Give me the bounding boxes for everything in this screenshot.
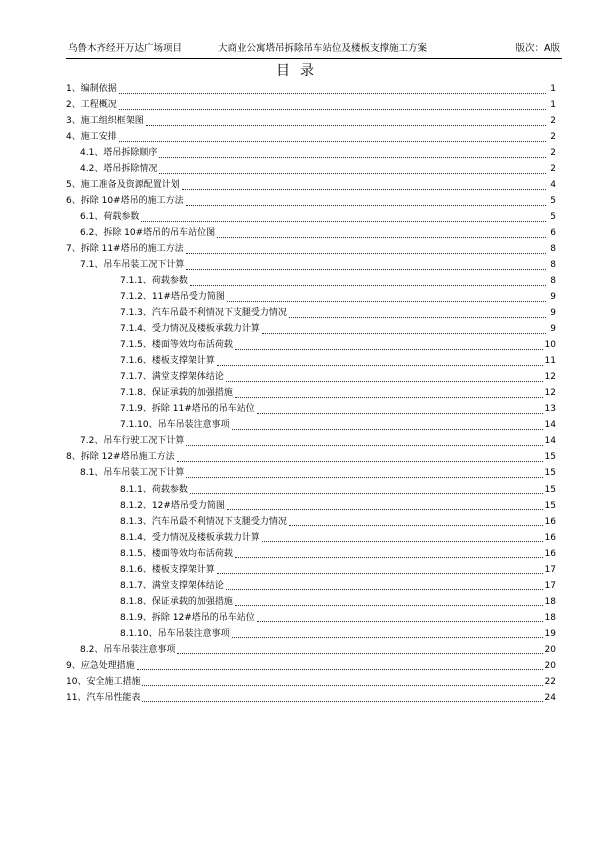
toc-entry-page-number: 15 <box>544 468 556 479</box>
toc-dot-leader <box>186 205 546 206</box>
toc-entry-page-number: 13 <box>544 404 556 415</box>
toc-entry-page-number: 2 <box>550 164 556 175</box>
toc-dot-leader <box>235 605 543 606</box>
toc-entry[interactable] <box>120 337 556 353</box>
toc-dot-leader <box>190 493 543 494</box>
toc-entry-label: 8.2、吊车吊装注意事项 <box>80 644 176 655</box>
toc-entry[interactable] <box>80 465 556 481</box>
toc-entry-label: 6.1、荷载参数 <box>80 212 140 223</box>
toc-dot-leader <box>142 685 542 686</box>
toc-entry[interactable] <box>120 546 556 562</box>
toc-dot-leader <box>177 653 542 654</box>
toc-entry-label: 9、应急处理措施 <box>66 660 135 671</box>
toc-entry-page-number: 1 <box>550 100 556 111</box>
toc-entry-page-number: 5 <box>550 196 556 207</box>
toc-entry-page-number: 15 <box>544 500 556 511</box>
toc-entry-page-number: 18 <box>544 612 556 623</box>
toc-entry-label: 7.1.10、吊车吊装注意事项 <box>120 420 230 431</box>
toc-entry-label: 7.1.6、楼板支撑架计算 <box>120 356 215 367</box>
toc-entry[interactable] <box>120 594 556 610</box>
toc-entry[interactable] <box>80 209 556 225</box>
toc-entry-label: 7.2、吊车行驶工况下计算 <box>80 436 185 447</box>
toc-entry-label: 7.1.8、保证承载的加强措施 <box>120 388 233 399</box>
toc-dot-leader <box>262 541 543 542</box>
toc-entry-page-number: 14 <box>544 420 556 431</box>
toc-dot-leader <box>257 621 543 622</box>
toc-entry[interactable] <box>66 241 556 257</box>
toc-entry-label: 8.1.8、保证承载的加强措施 <box>120 596 233 607</box>
toc-dot-leader <box>119 93 546 94</box>
toc-entry-page-number: 16 <box>544 532 556 543</box>
toc-dot-leader <box>217 573 543 574</box>
toc-entry-page-number: 2 <box>550 132 556 143</box>
toc-dot-leader <box>141 221 546 222</box>
toc-entry-page-number: 15 <box>544 484 556 495</box>
toc-entry[interactable] <box>80 145 556 161</box>
toc-entry-label: 1、编制依据 <box>66 84 117 94</box>
toc-entry-page-number: 11 <box>544 356 556 367</box>
toc-dot-leader <box>177 461 543 462</box>
toc-dot-leader <box>235 397 543 398</box>
toc-entry-label: 3、施工组织框架图 <box>66 116 144 127</box>
toc-entry-label: 7.1.1、荷载参数 <box>120 276 188 287</box>
toc-entry-label: 4.1、塔吊拆除顺序 <box>80 148 158 159</box>
toc-dot-leader <box>289 317 546 318</box>
toc-entry[interactable] <box>80 161 556 177</box>
toc-entry-label: 7.1.9、拆除 11#塔吊的吊车站位 <box>120 404 255 415</box>
toc-entry[interactable] <box>120 514 556 530</box>
toc-entry-page-number: 1 <box>550 84 556 94</box>
toc-entry[interactable] <box>80 433 556 449</box>
toc-entry-label: 8.1.9、拆除 12#塔吊的吊车站位 <box>120 612 255 623</box>
toc-dot-leader <box>235 557 543 558</box>
toc-entry[interactable] <box>120 530 556 546</box>
toc-dot-leader <box>235 349 543 350</box>
toc-entry-label: 5、施工准备及资源配置计划 <box>66 180 180 191</box>
toc-entry-label: 8.1.5、楼面等效均布活荷载 <box>120 548 233 559</box>
toc-entry-page-number: 22 <box>544 676 556 687</box>
toc-entry-label: 7.1.7、满堂支撑架体结论 <box>120 372 224 383</box>
header-revision: 版次：A版 <box>515 43 560 54</box>
toc-dot-leader <box>217 365 543 366</box>
toc-entry-page-number: 8 <box>550 276 556 287</box>
toc-entry-label: 7.1.3、汽车吊最不利情况下支腿受力情况 <box>120 308 287 319</box>
toc-entry[interactable] <box>120 289 556 305</box>
toc-entry-page-number: 18 <box>544 596 556 607</box>
toc-entry-page-number: 19 <box>544 628 556 639</box>
header-divider <box>66 58 562 59</box>
toc-entry[interactable] <box>120 385 556 401</box>
toc-dot-leader <box>226 589 543 590</box>
toc-entry[interactable] <box>120 498 556 514</box>
toc-entry-label: 10、安全施工措施 <box>66 676 141 687</box>
toc-dot-leader <box>159 173 546 174</box>
toc-entry-label: 8.1.1、荷载参数 <box>120 484 188 495</box>
toc-dot-leader <box>186 253 546 254</box>
header-project-name: 乌鲁木齐经开万达广场项目 <box>68 43 183 54</box>
toc-entry-label: 2、工程概况 <box>66 100 117 111</box>
toc-entry[interactable] <box>120 562 556 578</box>
toc-entry[interactable] <box>66 81 556 97</box>
toc-entry-page-number: 10 <box>544 340 556 351</box>
toc-dot-leader <box>182 189 546 190</box>
toc-entry[interactable] <box>120 273 556 289</box>
toc-entry[interactable] <box>120 626 556 642</box>
toc-entry-page-number: 5 <box>550 212 556 223</box>
toc-entry[interactable] <box>66 177 556 193</box>
toc-entry-label: 6.2、拆除 10#塔吊的吊车站位图 <box>80 228 216 239</box>
toc-entry-label: 4.2、塔吊拆除情况 <box>80 164 158 175</box>
toc-dot-leader <box>186 445 542 446</box>
toc-entry[interactable] <box>120 401 556 417</box>
toc-entry-page-number: 8 <box>550 260 556 271</box>
toc-entry-page-number: 4 <box>550 180 556 191</box>
toc-entry-label: 6、拆除 10#塔吊的施工方法 <box>66 196 184 207</box>
toc-entry-label: 8.1.7、满堂支撑架体结论 <box>120 580 224 591</box>
toc-entry-page-number: 2 <box>550 116 556 127</box>
toc-entry-page-number: 20 <box>544 644 556 655</box>
toc-entry[interactable] <box>66 193 556 209</box>
toc-entry[interactable] <box>120 482 556 498</box>
toc-entry-page-number: 9 <box>550 308 556 319</box>
toc-entry-page-number: 12 <box>544 388 556 399</box>
toc-entry-label: 8、拆除 12#塔吊施工方法 <box>66 452 175 463</box>
toc-entry[interactable] <box>66 658 556 674</box>
toc-dot-leader <box>227 301 546 302</box>
toc-dot-leader <box>226 381 543 382</box>
header-document-title: 大商业公寓塔吊拆除吊车站位及楼板支撑施工方案 <box>218 43 428 54</box>
toc-entry-label: 8.1.3、汽车吊最不利情况下支腿受力情况 <box>120 516 287 527</box>
toc-dot-leader <box>262 333 546 334</box>
toc-entry[interactable] <box>66 113 556 129</box>
toc-entry-label: 11、汽车吊性能表 <box>66 692 141 703</box>
toc-entry-page-number: 20 <box>544 660 556 671</box>
toc-entry-label: 8.1.6、楼板支撑架计算 <box>120 564 215 575</box>
toc-dot-leader <box>146 125 546 126</box>
toc-entry[interactable] <box>120 321 556 337</box>
toc-entry-label: 4、施工安排 <box>66 132 117 143</box>
toc-entry-page-number: 24 <box>544 692 556 703</box>
toc-entry-page-number: 9 <box>550 324 556 335</box>
toc-entry-page-number: 16 <box>544 548 556 559</box>
toc-entry-label: 7.1.2、11#塔吊受力简图 <box>120 292 225 303</box>
toc-entry-page-number: 9 <box>550 292 556 303</box>
toc-dot-leader <box>137 669 543 670</box>
toc-entry-label: 7.1.5、楼面等效均布活荷载 <box>120 340 233 351</box>
toc-dot-leader <box>289 525 543 526</box>
toc-entry-page-number: 8 <box>550 244 556 255</box>
toc-entry-label: 8.1、吊车吊装工况下计算 <box>80 468 185 479</box>
toc-dot-leader <box>190 285 546 286</box>
toc-entry-page-number: 2 <box>550 148 556 159</box>
page-header <box>68 40 560 58</box>
toc-entry[interactable] <box>80 642 556 658</box>
toc-dot-leader <box>186 269 546 270</box>
toc-entry-label: 7.1、吊车吊装工况下计算 <box>80 260 185 271</box>
toc-entry-label: 7.1.4、受力情况及楼板承载力计算 <box>120 324 260 335</box>
toc-entry[interactable] <box>120 353 556 369</box>
toc-entry-page-number: 14 <box>544 436 556 447</box>
toc-entry-page-number: 16 <box>544 516 556 527</box>
toc-dot-leader <box>232 429 543 430</box>
toc-entry-label: 7、拆除 11#塔吊的施工方法 <box>66 244 184 255</box>
toc-entry[interactable] <box>66 449 556 465</box>
toc-entry[interactable] <box>66 690 556 706</box>
toc-entry-page-number: 15 <box>544 452 556 463</box>
toc-entry[interactable] <box>80 225 556 241</box>
toc-entry[interactable] <box>66 129 556 145</box>
toc-entry-label: 8.1.4、受力情况及楼板承载力计算 <box>120 532 260 543</box>
toc-entry-page-number: 17 <box>544 580 556 591</box>
toc-dot-leader <box>142 701 542 702</box>
toc-dot-leader <box>119 109 546 110</box>
toc-entry[interactable] <box>120 578 556 594</box>
toc-dot-leader <box>186 477 542 478</box>
toc-entry-label: 8.1.2、12#塔吊受力简图 <box>120 500 225 511</box>
toc-dot-leader <box>257 413 543 414</box>
toc-entry[interactable] <box>120 417 556 433</box>
toc-entry-label: 8.1.10、吊车吊装注意事项 <box>120 628 230 639</box>
toc-dot-leader <box>119 141 546 142</box>
toc-entry[interactable] <box>120 305 556 321</box>
toc-entry[interactable] <box>66 97 556 113</box>
toc-dot-leader <box>227 509 543 510</box>
toc-title: 目录 <box>276 63 324 79</box>
toc-entry-page-number: 12 <box>544 372 556 383</box>
toc-entry-page-number: 17 <box>544 564 556 575</box>
toc-dot-leader <box>159 157 546 158</box>
toc-dot-leader <box>232 637 543 638</box>
toc-entry[interactable] <box>120 369 556 385</box>
toc-entry[interactable] <box>66 674 556 690</box>
toc-entry-page-number: 6 <box>550 228 556 239</box>
toc-entry[interactable] <box>120 610 556 626</box>
toc-entry[interactable] <box>80 257 556 273</box>
toc-dot-leader <box>217 237 546 238</box>
